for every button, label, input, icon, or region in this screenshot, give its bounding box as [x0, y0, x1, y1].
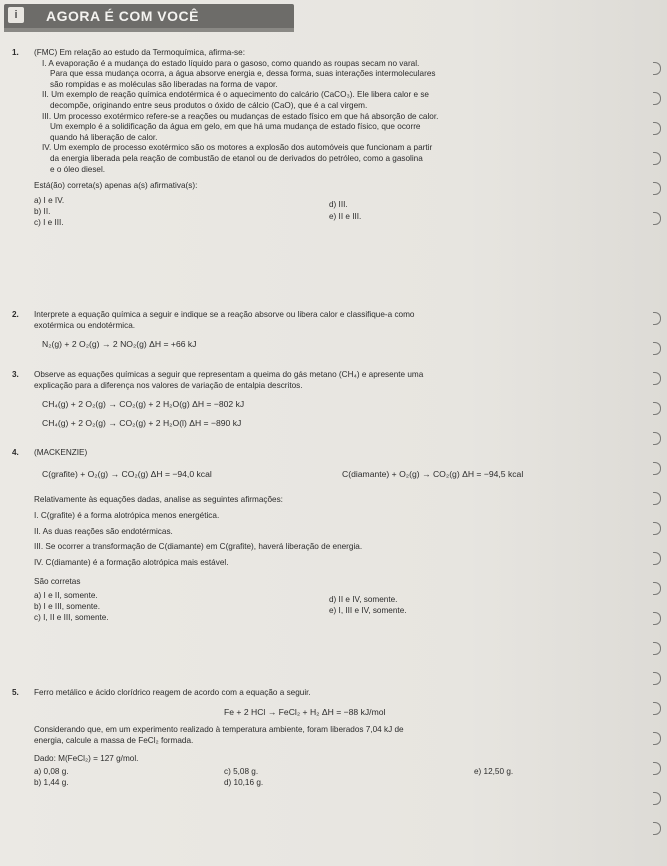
binder-ring-mark [653, 182, 661, 195]
option-e[interactable]: e) II e III. [329, 211, 362, 221]
q4-item: III. Se ocorrer a transformação de C(diamante) em C(grafite), haverá liberação de energia. [34, 542, 363, 552]
binder-ring-mark [653, 152, 661, 165]
q1-line: Para que essa mudança ocorra, a água absorve energia e, dessa forma, suas interações intermoleculares [50, 69, 436, 79]
question-number: 2. [12, 310, 19, 319]
q1-line: I. A evaporação é a mudança do estado líquido para o gasoso, como quando as roupas secam no varal. [42, 58, 420, 68]
binder-ring-mark [653, 672, 661, 685]
q2-line: Interprete a equação química a seguir e indique se a reação absorve ou libera calor e classifique-a como [34, 310, 415, 319]
q1-line: da energia liberada pela reação de combustão de etanol ou de derivados do petróleo, como a gasolina [50, 153, 423, 163]
section-title: AGORA É COM VOCÊ [46, 8, 199, 24]
q1-line: IV. Um exemplo de processo exotérmico são os motores a explosão dos automóveis que funcionam a partir [42, 143, 433, 153]
q1-line: e o óleo diesel. [50, 164, 106, 174]
option-d[interactable]: d) 10,16 g. [224, 777, 264, 787]
q4-equation-1: C(grafite) + O₂(g) → CO₂(g) ΔH = −94,0 kcal [42, 468, 212, 479]
binder-ring-mark [653, 312, 661, 325]
q1-prompt: Está(ão) correta(s) apenas a(s) afirmativa(s): [34, 181, 198, 191]
question-number: 1. [12, 48, 19, 57]
q5-line: energia, calcule a massa de FeCl₂ formada. [34, 735, 194, 745]
binder-rings [643, 40, 667, 860]
q4-intro: Relativamente às equações dadas, analise as seguintes afirmações: [34, 494, 283, 504]
option-b[interactable]: b) II. [34, 206, 51, 216]
q4-item: IV. C(diamante) é a formação alotrópica mais estável. [34, 557, 229, 567]
q3-line: Observe as equações químicas a seguir que representam a queima do gás metano (CH₄) e apresente uma [34, 370, 424, 379]
q1-line: (FMC) Em relação ao estudo da Termoquímica, afirma-se: [34, 48, 245, 57]
binder-ring-mark [653, 92, 661, 105]
option-e[interactable]: e) I, III e IV, somente. [329, 606, 407, 616]
binder-ring-mark [653, 522, 661, 535]
binder-ring-mark [653, 212, 661, 225]
q5-equation: Fe + 2 HCl → FeCl₂ + H₂ ΔH = −88 kJ/mol [224, 706, 386, 717]
question-body [34, 310, 622, 350]
question-body [34, 688, 622, 807]
binder-ring-mark [653, 372, 661, 385]
q2-line: exotérmica ou endotérmica. [34, 320, 136, 330]
binder-ring-mark [653, 642, 661, 655]
binder-ring-mark [653, 62, 661, 75]
q4-equations [34, 469, 622, 483]
binder-ring-mark [653, 822, 661, 835]
binder-ring-mark [653, 582, 661, 595]
q5-line: Considerando que, em um experimento realizado à temperatura ambiente, foram liberados 7,04 kJ de [34, 725, 404, 735]
binder-ring-mark [653, 462, 661, 475]
q4-item: II. As duas reações são endotérmicas. [34, 526, 173, 536]
q1-line: Um exemplo é a solidificação da água em gelo, em que há uma mudança de estado físico, que ocorre [50, 122, 421, 132]
binder-ring-mark [653, 552, 661, 565]
q4-source: (MACKENZIE) [34, 448, 88, 457]
option-a[interactable]: a) I e IV. [34, 195, 65, 205]
q1-line: II. Um exemplo de reação química endotérmica é o aquecimento do calcário (CaCO₃). Ele libera calor e se [42, 90, 429, 100]
question-number: 5. [12, 688, 19, 697]
answer-options [34, 196, 622, 236]
binder-ring-mark [653, 732, 661, 745]
q3-equation-1: CH₄(g) + 2 O₂(g) → CO₂(g) + 2 H₂O(g) ΔH = −802 kJ [42, 399, 245, 410]
binder-ring-mark [653, 702, 661, 715]
q2-equation: N₂(g) + 2 O₂(g) → 2 NO₂(g) ΔH = +66 kJ [42, 339, 197, 350]
answer-options [34, 591, 622, 631]
option-b[interactable]: b) 1,44 g. [34, 777, 69, 787]
question-number: 3. [12, 370, 19, 379]
binder-ring-mark [653, 122, 661, 135]
question-body [34, 370, 622, 428]
q1-line: são rompidas e as moléculas são liberadas na forma de vapor. [50, 79, 278, 89]
q3-equation-2: CH₄(g) + 2 O₂(g) → CO₂(g) + 2 H₂O(l) ΔH = −890 kJ [42, 417, 242, 428]
binder-ring-mark [653, 762, 661, 775]
option-a[interactable]: a) 0,08 g. [34, 766, 69, 776]
q4-item: I. C(grafite) é a forma alotrópica menos energética. [34, 511, 220, 521]
q3-line: explicação para a diferença nos valores de variação de entalpia descritos. [34, 380, 303, 390]
option-c[interactable]: c) I e III. [34, 217, 64, 227]
binder-ring-mark [653, 402, 661, 415]
info-icon: i [8, 7, 24, 23]
question-number: 4. [12, 448, 19, 457]
option-a[interactable]: a) I e II, somente. [34, 591, 98, 601]
q1-line: decompõe, originando entre seus produtos o óxido de cálcio (CaO), que é a cal virgem. [50, 100, 368, 110]
q5-intro: Ferro metálico e ácido clorídrico reagem de acordo com a equação a seguir. [34, 688, 311, 697]
section-header [4, 4, 294, 30]
q1-line: III. Um processo exotérmico refere-se a reações ou mudanças de estado físico em que há absorção de calor. [42, 111, 439, 121]
option-c[interactable]: c) I, II e III, somente. [34, 613, 109, 623]
option-e[interactable]: e) 12,50 g. [474, 766, 514, 776]
option-c[interactable]: c) 5,08 g. [224, 766, 259, 776]
option-b[interactable]: b) I e III, somente. [34, 602, 100, 612]
q1-line: quando há liberação de calor. [50, 132, 158, 142]
binder-ring-mark [653, 492, 661, 505]
binder-ring-mark [653, 612, 661, 625]
binder-ring-mark [653, 342, 661, 355]
header-underline [4, 28, 294, 32]
option-d[interactable]: d) II e IV, somente. [329, 595, 398, 605]
q4-equation-2: C(diamante) + O₂(g) → CO₂(g) ΔH = −94,5 kcal [342, 468, 524, 479]
q4-prompt: São corretas [34, 576, 81, 586]
binder-ring-mark [653, 792, 661, 805]
answer-options [34, 767, 622, 807]
question-body [34, 448, 622, 631]
question-body [34, 48, 622, 236]
option-d[interactable]: d) III. [329, 199, 348, 209]
q5-given: Dado: M(FeCl₂) = 127 g/mol. [34, 754, 139, 764]
binder-ring-mark [653, 432, 661, 445]
